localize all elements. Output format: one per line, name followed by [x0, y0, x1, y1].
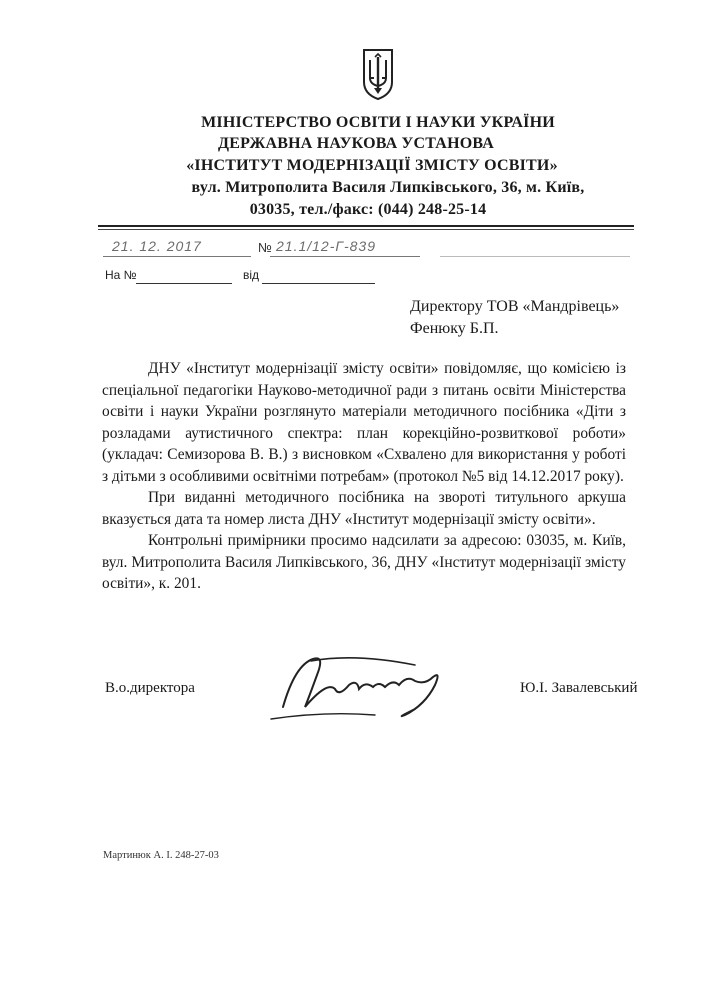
- date-underline: [103, 256, 251, 257]
- body-paragraph-3: Контрольні примірники просимо надсилати за адресою: 03035, м. Київ, вул. Митрополита Василя Липківського, 36, ДНУ «Інститут модернізації змісту освіти», к. 201.: [102, 532, 626, 592]
- handwritten-signature: [265, 645, 455, 725]
- institution-type: ДЕРЖАВНА НАУКОВА УСТАНОВА: [218, 135, 494, 152]
- coat-of-arms-icon: [361, 48, 395, 100]
- registration-underline-right: [440, 256, 630, 257]
- header-divider: [98, 225, 634, 227]
- reply-from-label: від: [243, 268, 260, 282]
- signatory-name: Ю.І. Завалевський: [520, 680, 638, 696]
- letter-body: [102, 358, 626, 595]
- addressee-position: Директору ТОВ «Мандрівець»: [410, 298, 620, 315]
- signatory-title: В.о.директора: [105, 680, 195, 696]
- number-underline: [270, 256, 420, 257]
- reply-number-line: [136, 283, 232, 284]
- reply-date-line: [262, 283, 375, 284]
- number-label: №: [258, 240, 272, 255]
- body-paragraph-1: ДНУ «Інститут модернізації змісту освіти» повідомляє, що комісією із спеціальної педагогіки Науково-методичної ради з питань освіти Міністерства освіти і науки України розглянуто матеріали методичного посібника «Діти з розладами аутистичного спектра: план корекційно-розвиткової роботи» (укладач: Семизорова В. В.) з висновком «Схвалено для використання у роботі з дітьми з особливими освітніми потребам» (протокол №5 від 14.12.2017 року).: [102, 360, 626, 485]
- institution-address: вул. Митрополита Василя Липківського, 36, м. Київ,: [191, 179, 585, 196]
- header-divider-thin: [98, 229, 634, 230]
- outgoing-number: 21.1/12-Г-839: [276, 238, 377, 254]
- body-paragraph-2: При виданні методичного посібника на звороті титульного аркуша вказується дата та номер листа ДНУ «Інститут модернізації змісту освіти».: [102, 489, 626, 528]
- outgoing-date: 21. 12. 2017: [112, 238, 202, 254]
- ministry-name: МІНІСТЕРСТВО ОСВІТИ І НАУКИ УКРАЇНИ: [201, 114, 555, 131]
- institution-contacts: 03035, тел./факс: (044) 248-25-14: [249, 201, 487, 218]
- executor-note: Мартинюк А. І. 248-27-03: [103, 850, 219, 861]
- reply-to-label: На №: [105, 268, 137, 282]
- addressee-name: Фенюку Б.П.: [410, 320, 499, 337]
- institution-name: «ІНСТИТУТ МОДЕРНІЗАЦІЇ ЗМІСТУ ОСВІТИ»: [186, 157, 558, 174]
